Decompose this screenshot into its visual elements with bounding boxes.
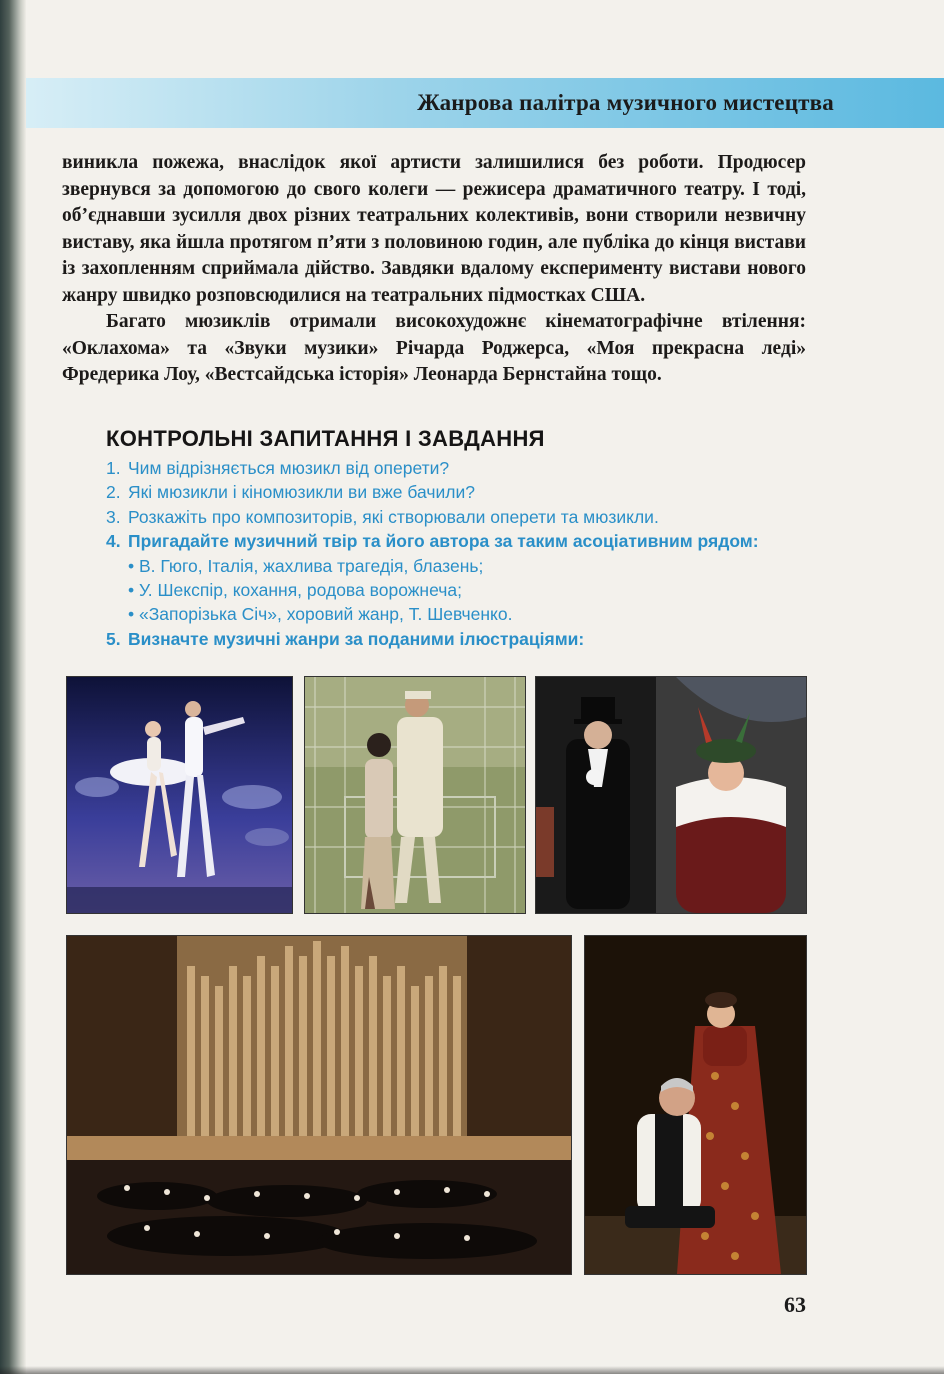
- question-item-4: [106, 529, 826, 553]
- questions-heading: КОНТРОЛЬНІ ЗАПИТАННЯ І ЗАВДАННЯ: [106, 426, 545, 451]
- paragraph-1: виникла пожежа, внаслідок якої артисти залишилися без роботи. Продюсер звернувся за допомогою до свого колеги — режисера драматичного театру. І тоді, об’єднавши зусилля двох різних театральних колективів, вони створили незвичну виставу, яка йшла протягом п’яти з половиною годин, але публіка до кінця вистави із захопленням сприймала дійство. Завдяки вдалому експерименту вистави нового жанру швидко розповсюдилися на театральних підмостках США.: [62, 152, 806, 306]
- question-number: 3.: [106, 506, 121, 527]
- association-item-1: • В. Гюго, Італія, жахлива трагедія, блазень;: [128, 555, 484, 576]
- question-item-1: [106, 456, 826, 480]
- question-item-2: [106, 480, 826, 504]
- question-item-5: [106, 627, 826, 651]
- question-text: Які мюзикли і кіномюзикли ви вже бачили?: [128, 482, 475, 503]
- body-text: [62, 150, 806, 389]
- opera-photo: [584, 935, 807, 1275]
- question-text: Розкажіть про композиторів, які створювали оперети та мюзикли.: [128, 506, 659, 527]
- page-binding-edge: [0, 0, 26, 1374]
- association-item-3: • «Запорізька Січ», хоровий жанр, Т. Шевченко.: [128, 604, 513, 625]
- page-number: 63: [784, 1292, 806, 1317]
- operetta-photo: [535, 676, 807, 914]
- question-text: Визначте музичні жанри за поданими ілюстраціями:: [128, 628, 585, 649]
- question-number: 5.: [106, 628, 121, 649]
- question-number: 1.: [106, 458, 121, 478]
- question-text: Пригадайте музичний твір та його автора за таким асоціативним рядом:: [128, 531, 759, 552]
- musical-photo: [304, 676, 526, 914]
- question-text: Чим відрізняється мюзикл від оперети?: [128, 458, 450, 478]
- page-bottom-shadow: [0, 1366, 944, 1374]
- questions-list: [106, 456, 826, 651]
- question-number: 4.: [106, 531, 121, 552]
- question-number: 2.: [106, 482, 121, 503]
- ballet-photo: [66, 676, 293, 914]
- running-header-title: Жанрова палітра музичного мистецтва: [417, 90, 834, 115]
- association-item-2: • У. Шекспір, кохання, родова ворожнеча;: [128, 579, 462, 600]
- question-item-3: [106, 505, 826, 529]
- orchestra-photo: [66, 935, 572, 1275]
- paragraph-2: Багато мюзиклів отримали високохудожнє кінематографічне втілення: «Оклахома» та «Звуки музики» Річарда Роджерса, «Моя прекрасна леді» Фредерика Лоу, «Вестсайдська історія» Леонарда Бернстайна тощо.: [62, 311, 806, 385]
